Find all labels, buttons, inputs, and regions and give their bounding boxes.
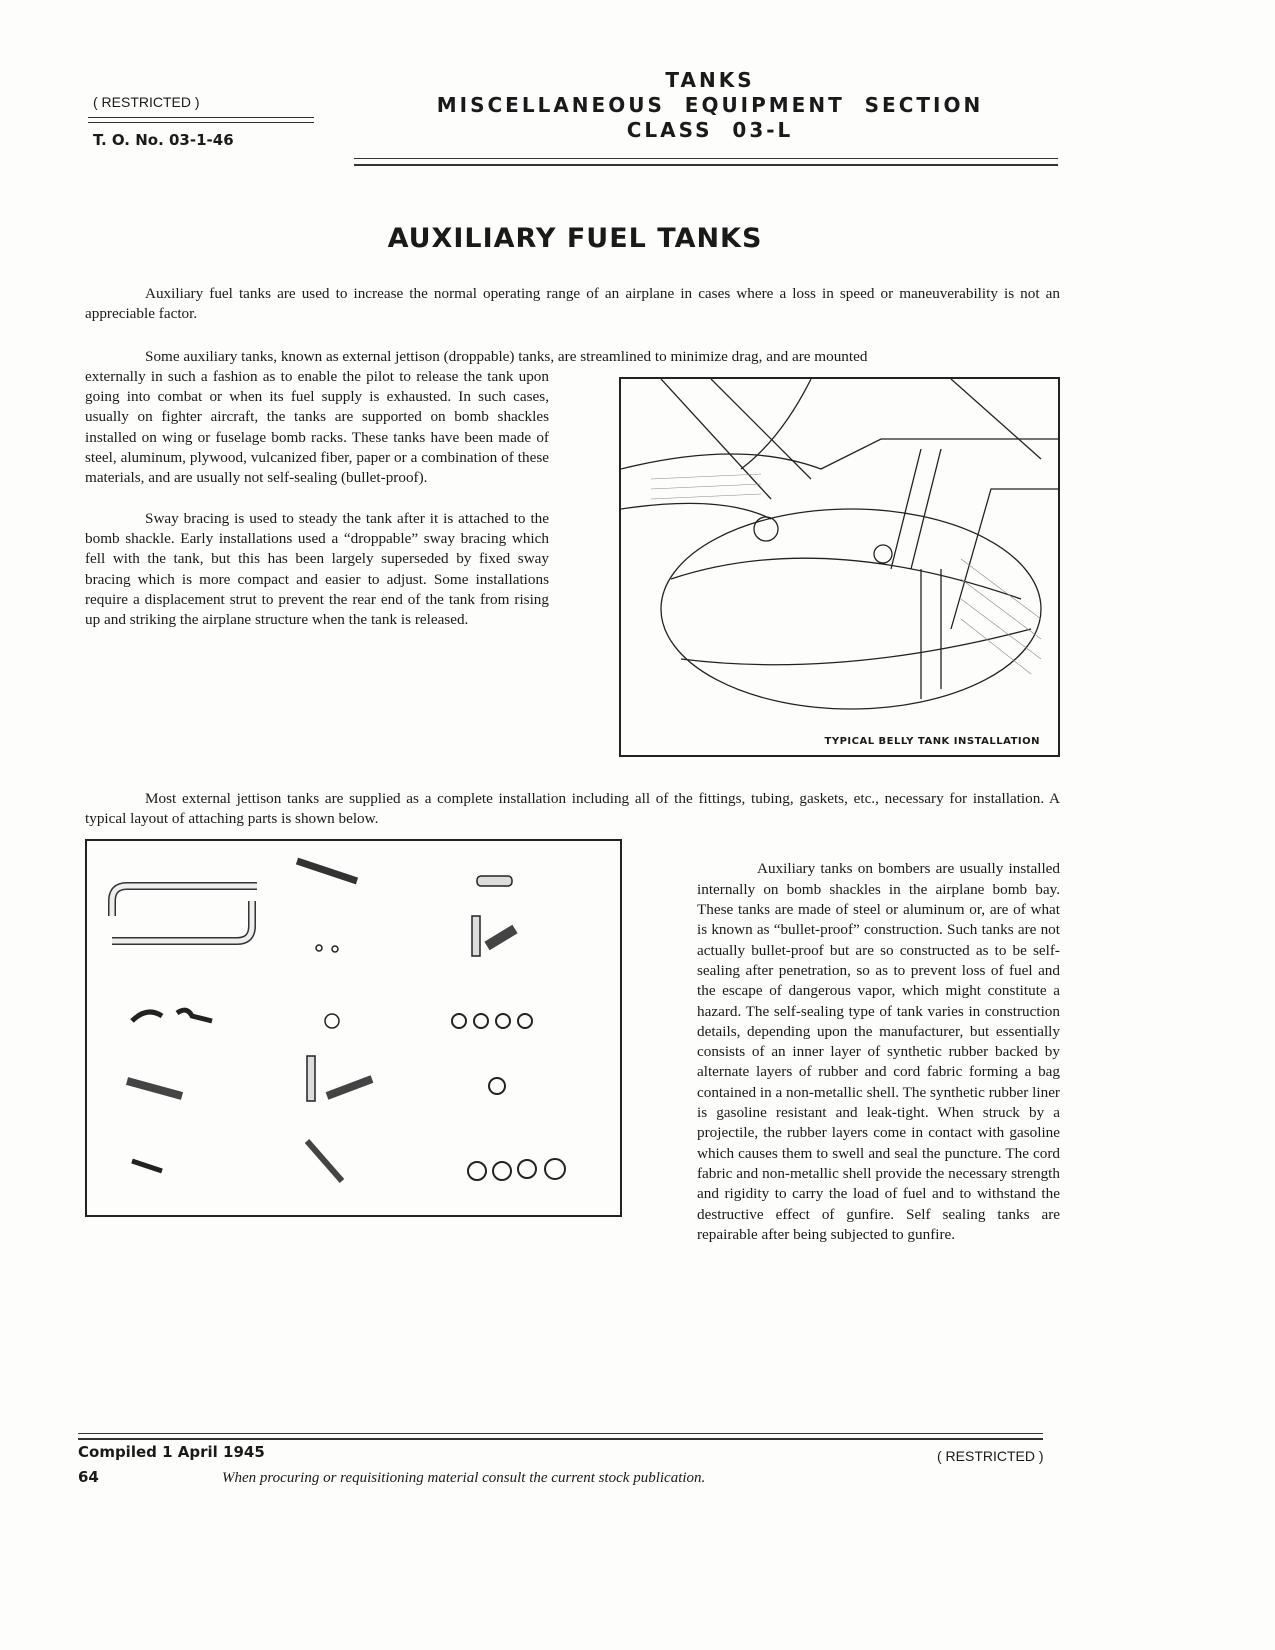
section-title-line2: MISCELLANEOUS EQUIPMENT SECTION: [436, 93, 984, 117]
compiled-date: Compiled 1 April 1945: [78, 1443, 265, 1461]
paragraph-5: Auxiliary tanks on bombers are usually installed internally on bomb shackles in the airplane bomb bay. These tanks are made of steel or aluminum or, are of what is known as “bullet-proof” construction. Such tanks are not actually bullet-proof but are so constructed as to be self-sealing after penetration, so as to prevent loss of fuel and the escape of dangerous vapor, which might constitute a hazard. The self-sealing type of tank varies in construction details, depending upon the manufacturer, but essentially consists of an inner layer of synthetic rubber backed by alternate layers of rubber and cord fabric forming a bag contained in a non-metallic shell. The synthetic rubber liner is gasoline resistant and leak-tight. When struck by a projectile, the rubber layers come in contact: [697, 860, 1060, 1142]
footer-note: When procuring or requisitioning material consult the current stock publication.: [222, 1470, 706, 1486]
belly-tank-illustration: [621, 379, 1058, 755]
section-title-line1: TANKS: [665, 68, 755, 92]
section-title-line3: CLASS 03-L: [626, 118, 794, 142]
to-number: T. O. No. 03-1-46: [93, 131, 234, 149]
section-title: [360, 68, 1060, 143]
classification-footer: ( RESTRICTED ): [937, 1448, 1044, 1464]
paragraph-2: externally in such a fashion as to enable the pilot to release the tank upon going into combat or when its fuel supply is exhausted. In such cases, usually on fighter aircraft, the tanks are supported on bomb shackles installed on wing or fuselage bomb racks. These tanks have been made of steel, aluminum, plywood, vulcanized fiber, paper or a combination of these materials, and are usually not self-sealing (bullet-proof).: [85, 367, 549, 487]
paragraph-5-continued: with gasoline which causes them to swell and seal the puncture. The cord fabric and non-metallic shell provide the necessary strength and rigidity to carry the load of fuel and to withstand the destructive effect of gunfire. Self sealing tanks are repairable after being subjected to gunfire.: [697, 1124, 1061, 1243]
classification-header: ( RESTRICTED ): [93, 94, 200, 110]
attaching-parts-illustration: [87, 841, 620, 1215]
body-text-flow: [85, 284, 1060, 1245]
paragraph-2-lead: Some auxiliary tanks, known as external jettison (droppable) tanks, are streamlined to minimize drag, and are mounted: [145, 347, 868, 365]
belly-tank-figure: [619, 377, 1060, 757]
page-title: AUXILIARY FUEL TANKS: [387, 223, 763, 254]
paragraph-1: Auxiliary fuel tanks are used to increase the normal operating range of an airplane in cases where a loss in speed or maneuverability is not an appreciable factor.: [85, 285, 1060, 323]
paragraph-4: Most external jettison tanks are supplied as a complete installation including all of the fittings, tubing, gaskets, etc., necessary for installation. A typical layout of attaching parts is shown below.: [85, 789, 1060, 828]
page-number: 64: [78, 1468, 99, 1486]
figure-caption: TYPICAL BELLY TANK INSTALLATION: [824, 735, 1040, 747]
attaching-parts-figure: [85, 839, 622, 1217]
paragraph-3: Sway bracing is used to steady the tank after it is attached to the bomb shackle. Early installations used a “droppable” sway bracing which fell with the tank, but this has been largely superseded by fixed sway bracing which is more compact and easier to adjust. Some installations require a displacement strut to prevent the rear end of the tank from rising up and striking the airplane structure when the tank is released.: [85, 509, 549, 629]
